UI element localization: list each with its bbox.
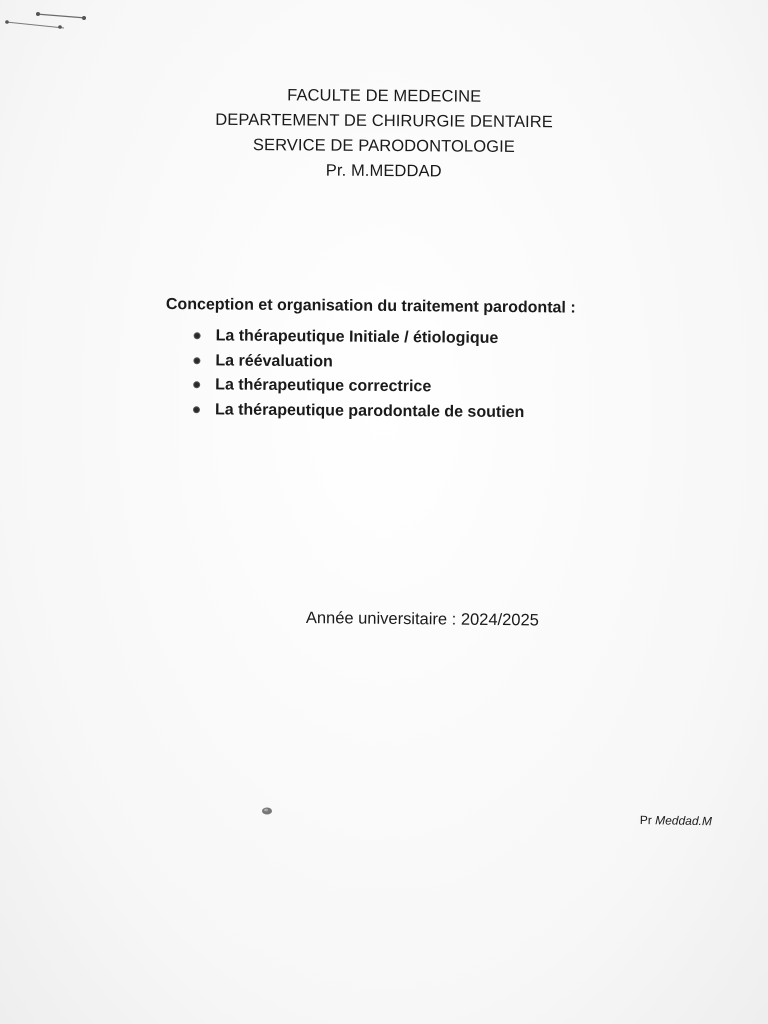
list-item-text: La thérapeutique parodontale de soutien	[214, 400, 525, 421]
list-item-text: La thérapeutique correctrice	[215, 376, 432, 396]
signature	[640, 812, 712, 829]
service-name: SERVICE DE PARODONTOLOGIE	[252, 136, 515, 156]
signature-name: Meddad.M	[655, 813, 713, 829]
professor-name: Pr. M.MEDDAD	[325, 161, 442, 181]
signature-prefix: Pr	[639, 812, 652, 828]
bullet-icon	[194, 332, 201, 339]
list-item	[193, 398, 685, 427]
conception-section	[165, 294, 686, 427]
bullet-icon	[193, 381, 200, 388]
scan-artifact-top-left	[4, 8, 94, 34]
bullet-icon	[193, 406, 200, 413]
section-title: Conception et organisation du traitement parodontal :	[165, 295, 576, 317]
institution-header	[0, 81, 768, 186]
academic-year: Année universitaire : 2024/2025	[305, 608, 539, 630]
topic-list	[165, 324, 686, 427]
list-item-text: La réévaluation	[215, 351, 333, 370]
bullet-icon	[193, 357, 200, 364]
scan-artifact-dot	[258, 805, 276, 817]
list-item-text: La thérapeutique Initiale / étiologique	[215, 327, 499, 347]
faculty-name: FACULTE DE MEDECINE	[287, 86, 482, 106]
department-name: DEPARTEMENT DE CHIRURGIE DENTAIRE	[215, 110, 553, 132]
